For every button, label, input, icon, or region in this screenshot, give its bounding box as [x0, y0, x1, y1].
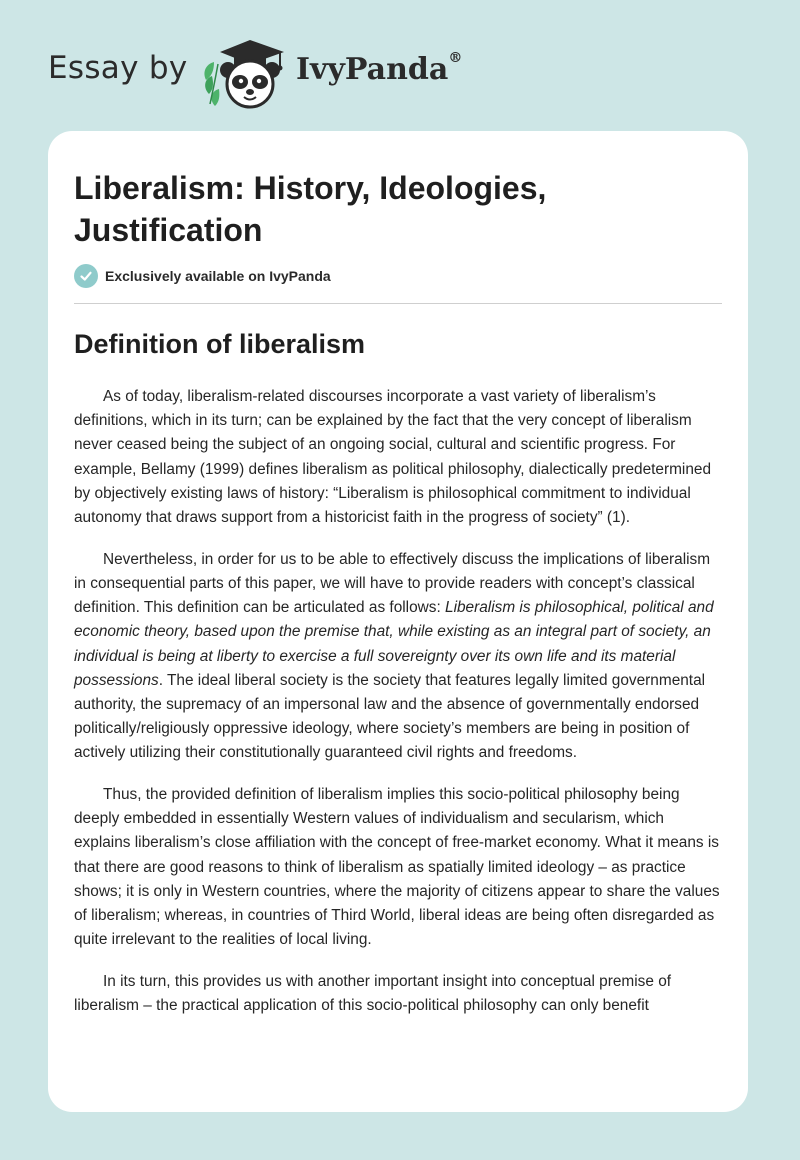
section-heading: Definition of liberalism	[74, 329, 366, 359]
brand-prefix: Essay by	[48, 50, 188, 86]
badge-text: Exclusively available on IvyPanda	[105, 268, 331, 284]
panda-logo-icon[interactable]	[200, 34, 296, 110]
page-title: Liberalism: History, Ideologies, Justification	[74, 170, 547, 248]
paragraph: Thus, the provided definition of liberalism implies this socio-political philosophy being deeply embedded in essentially Western values of individualism and secularism, which explains liberalism’s close affiliation with the concept of free-market economy. What it means is that there are good reasons to think of liberalism as spatially limited ideology – as practice shows; it is only in Western countries, where the majority of citizens appear to share the values of liberalism; whereas, in countries of Third World, liberal ideas are being often disregarded as quite irrelevant to the realities of local living.	[74, 786, 720, 949]
trademark-symbol: ®	[448, 50, 463, 66]
paragraph	[74, 548, 724, 766]
essay-card	[48, 131, 748, 1112]
paragraph: In its turn, this provides us with another important insight into conceptual premise of liberalism – the practical application of this socio-political philosophy can only benefit	[74, 972, 672, 1015]
exclusive-badge	[74, 263, 331, 289]
brand-name[interactable]	[296, 52, 462, 87]
paragraph-text: Nevertheless, in order for us to be able to effectively discuss the implications of liberalism in consequential parts of this paper, we will have to provide readers with concept’s classical definition. This definition can be articulated as follows:	[74, 550, 711, 617]
site-header	[0, 0, 800, 128]
article-body	[74, 385, 724, 1036]
brand-name-text: IvyPanda	[296, 52, 449, 87]
paragraph: As of today, liberalism-related discourses incorporate a vast variety of liberalism’s definitions, which in its turn; can be explained by the fact that the very concept of liberalism never ceased being the subject of an ongoing social, cultural and scientific progress. For example, Bellamy (1999) defines liberalism as political philosophy, dialectically predetermined by objectively existing laws of history: “Liberalism is philosophical commitment to individual autonomy that draws support from a historicist faith in the progress of society” (1).	[74, 388, 712, 527]
check-icon	[74, 264, 98, 288]
paragraph-text: . The ideal liberal society is the society that features legally limited governmental authority, the supremacy of an impersonal law and the absence of governmentally endorsed politically/religiously oppressive ideology, where society’s members are being in position of actively utilizing their constitutionally guaranteed civil rights and freedoms.	[74, 671, 706, 762]
definition-emphasis: Liberalism is philosophical, political and economic theory, based upon the premise that, while existing as an integral part of society, an individual is being at liberty to exercise a full sovereignty over its own life and its material possessions	[74, 599, 714, 689]
divider	[74, 303, 722, 304]
